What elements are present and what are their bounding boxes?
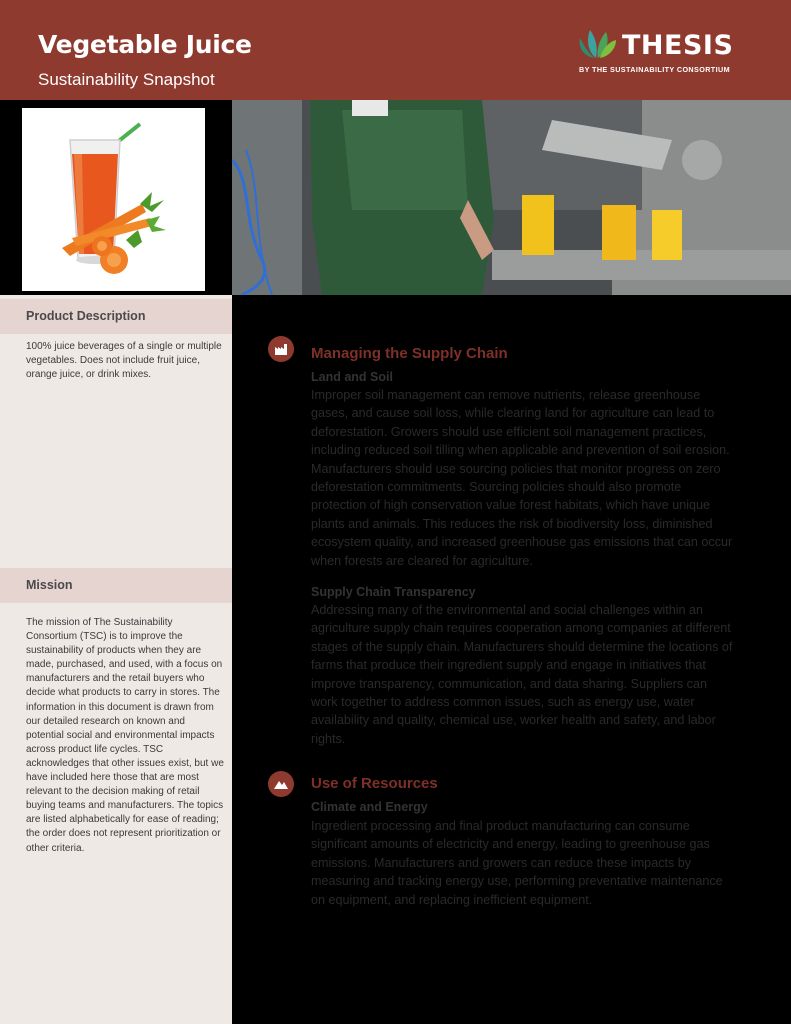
topic-title-land-and-soil: Land and Soil — [311, 370, 393, 384]
header-banner — [0, 0, 791, 100]
leaf-logo-icon — [576, 28, 620, 60]
topic-title-climate-and-energy: Climate and Energy — [311, 800, 428, 814]
product-description-heading: Product Description — [26, 309, 146, 323]
factory-line-image — [232, 100, 791, 295]
product-description-heading-bar — [0, 299, 232, 334]
mission-heading-bar — [0, 568, 232, 603]
document-title: Vegetable Juice — [38, 30, 252, 59]
factory-icon — [268, 336, 294, 362]
document-subtitle: Sustainability Snapshot — [38, 70, 215, 89]
mountain-icon — [268, 771, 294, 797]
mission-heading: Mission — [26, 578, 73, 592]
topic-text-land-and-soil: Improper soil management can remove nutrients, release greenhouse gases, and cause soil loss, while clearing land for agriculture can lead to deforestation. Growers should use efficient soil management practices, including reduced soil tilling when applicable and prevention of soil erosion. Manufacturers should use sourcing policies that monitor progress on zero deforestation commitments. Sourcing policies should also promote protection of high conservation value forest habitats, which have unique plants and animals. This reduces the risk of biodiversity loss, diminished ecosystem quality, and increased greenhouse gas emissions that can occur when forests are cleared for agriculture. — [311, 388, 733, 568]
logo-wordmark: THESIS — [622, 30, 734, 61]
juice-glass-image — [22, 108, 205, 291]
topic-text-supply-chain-transparency: Addressing many of the environmental and social challenges within an agriculture supply chain requires cooperation among companies at different stages of the supply chain. Manufacturers should determine the locations of farms that produce their ingredient supply and engage in initiatives that improve transparency, communication, and data sharing. Suppliers can work together to address common issues, such as energy use, water availability and quality, chemical use, worker health and safety, and labor rights. — [311, 603, 733, 746]
section-title-supply-chain: Managing the Supply Chain — [311, 345, 508, 362]
topic-title-supply-chain-transparency: Supply Chain Transparency — [311, 585, 476, 599]
topic-text-climate-and-energy: Ingredient processing and final product manufacturing can consume significant amounts of electricity and energy, leading to greenhouse gas emissions. Manufacturers and growers can reduce these impacts by measuring and tracking energy use, performing preventative maintenance on equipment, and replacing inefficient equipment. — [311, 819, 723, 907]
sidebar — [0, 295, 232, 1024]
product-description-text: 100% juice beverages of a single or multiple vegetables. Does not include fruit juice, orange juice, or drink mixes. — [26, 341, 222, 381]
factory-photo — [232, 100, 791, 295]
thesis-logo — [576, 26, 746, 76]
section-title-use-of-resources: Use of Resources — [311, 775, 438, 792]
logo-tagline: BY THE SUSTAINABILITY CONSORTIUM — [579, 65, 730, 74]
mission-text: The mission of The Sustainability Consortium (TSC) is to improve the sustainability of products when they are made, purchased, and used, with a focus on manufacturers and the retail buyers who decide what products to carry in stores. The information in this document is drawn from our detailed research on known and potential social and environmental impacts across product life cycles. TSC acknowledges that other issues exist, but we have included here those that are most relevant to the decision making of retail buying teams and manufacturers. The topics are listed alphabetically for ease of reading; the order does not represent prioritization or other criteria. — [26, 617, 224, 854]
product-photo — [22, 108, 205, 291]
